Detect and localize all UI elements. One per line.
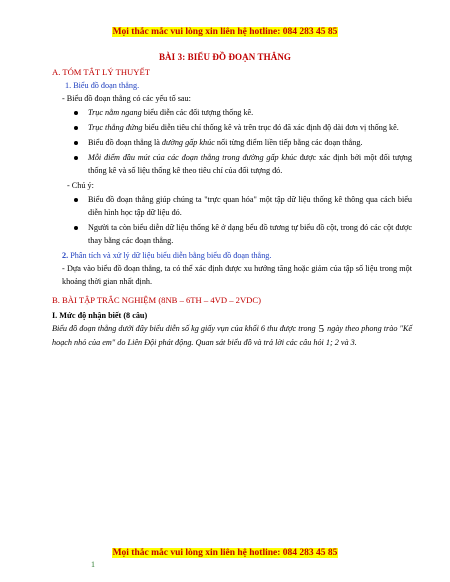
content-body [52, 64, 412, 349]
elements-list [52, 106, 412, 177]
elements-intro: - Biểu đồ đoạn thẳng có các yếu tố sau: [62, 94, 191, 103]
header-hotline [0, 27, 450, 37]
notes-list [52, 193, 412, 247]
footer-hotline [0, 548, 450, 558]
hotline-text: Mọi thắc mắc vui lòng xin liên hệ hotline: 084 283 45 85 [112, 27, 338, 37]
section-b-heading: B. BÀI TẬP TRẮC NGHIỆM (8NB – 6TH – 4VD – 2VDC) [52, 295, 261, 305]
page-number: 1 [91, 560, 95, 569]
subsection-1-heading: 1. Biểu đồ đoạn thẳng. [65, 81, 140, 90]
list-item: Mỗi điểm đầu mút của các đoạn thẳng trong đường gấp khúc được xác định bởi một đối tượng thống kê và số liệu thống kê theo tiêu chí của đối tượng đó. [88, 153, 412, 175]
analysis-paragraph: - Dựa vào biểu đồ đoạn thẳng, ta có thể xác định được xu hướng tăng hoặc giảm của tập số liệu trong một khoảng thời gian nhất định. [62, 264, 412, 286]
list-item: Người ta còn biểu diễn dữ liệu thống kê ở dạng bểu đồ tương tự biểu đồ cột, trong đó các cột được thay bằng các đoạn thẳng. [88, 223, 412, 245]
level-heading: I. Mức độ nhận biết (8 câu) [52, 311, 148, 320]
lesson-title: BÀI 3: BIỂU ĐỒ ĐOẠN THẲNG [158, 52, 292, 62]
list-item: Biểu đồ đoạn thẳng là đường gấp khúc nối từng điểm liền tiếp bằng các đoạn thẳng. [88, 136, 412, 149]
subsection-2-heading: 2. Phân tích và xử lý dữ liệu biểu diễn bằng biểu đồ đoạn thẳng. [62, 251, 272, 260]
list-item: Biểu đồ đoạn thẳng giúp chúng ta "trực quan hóa" một tập dữ liệu thống kê thông qua cách biểu diễn hình học tập dữ liệu đó. [88, 195, 412, 217]
list-item: Trục nằm ngang biểu diễn các đối tượng thống kê. [88, 106, 412, 119]
section-a-heading: A. TÓM TẮT LÝ THUYẾT [52, 67, 150, 77]
exercise-intro: Biểu đồ đoạn thẳng dưới đây biểu diễn số kg giấy vụn của khối 6 thu được trong 5 ngày theo phong trào "Kế hoạch nhỏ của em" do Liên Đội phát động. Quan sát biểu đồ và trả lời các câu hỏi 1; 2 và 3. [52, 323, 412, 347]
hotline-text: Mọi thắc mắc vui lòng xin liên hệ hotline: 084 283 45 85 [112, 548, 338, 558]
note-label: - Chú ý: [67, 181, 94, 190]
list-item: Trục thẳng đứng biểu diễn tiêu chí thống kê và trên trục đó đã xác định độ dài đơn vị thống kê. [88, 121, 412, 134]
